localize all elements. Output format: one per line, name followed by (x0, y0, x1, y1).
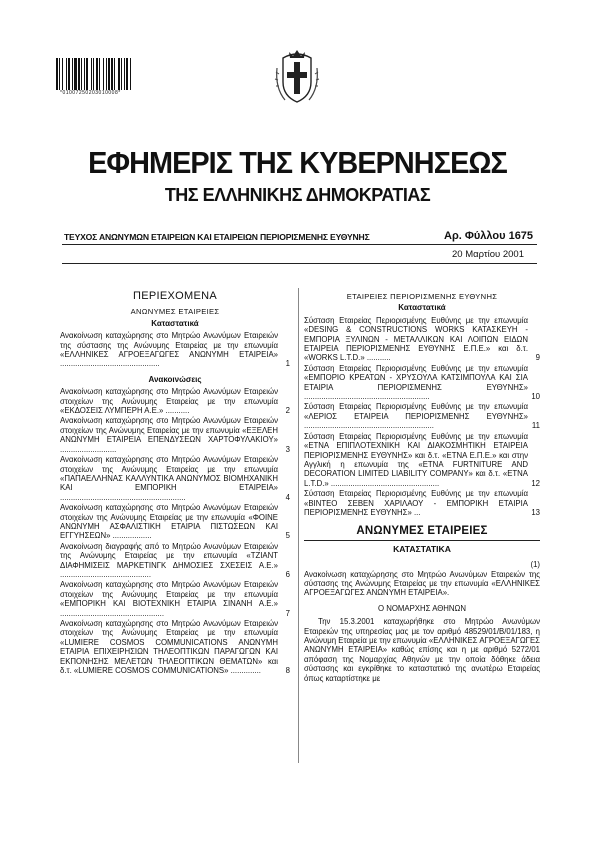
toc-entry-page: 8 (285, 666, 290, 676)
contents-column (60, 288, 290, 676)
toc-entry-text: Ανακοίνωση καταχώρησης στο Μητρώο Ανωνύμων Εταιρειών στοιχείων της Ανώνυμης Εταιρείας με την επωνυμία «ΕΜΠΟΡΙΚΗ ΚΑΙ ΒΙΟΤΕΧΝΙΚΗ ΕΤΑΙΡΙΑ ΣΙΝΑΝΗ Α.Ε.» ................................................ (60, 580, 278, 618)
toc-entry (60, 455, 290, 502)
toc-entry (60, 542, 290, 580)
sheet-number: Αρ. Φύλλου 1675 (444, 230, 534, 242)
epe-statutes-heading: Καταστατικά (398, 303, 446, 313)
toc-entry (60, 331, 290, 369)
toc-entry (304, 364, 540, 402)
toc-entry (60, 580, 290, 618)
toc-entry-text: Σύσταση Εταιρείας Περιορισμένης Ευθύνης με την επωνυμία «ΛΕΡΙΟΣ ΕΤΑΙΡΕΙΑ ΠΕΡΙΟΡΙΣΜΕΝΗΣ ΕΥΘΥΝΗΣ» ............................................................ (304, 402, 528, 431)
epe-statutes-list (304, 316, 540, 518)
toc-entry (60, 619, 290, 675)
toc-entry-page: 1 (285, 359, 290, 369)
statutes-heading: Καταστατικά (151, 318, 199, 328)
barcode-number: *01007250203010008* (60, 90, 121, 96)
toc-entry (304, 402, 540, 430)
toc-entry-page: 10 (531, 392, 540, 402)
header-rule-bottom (62, 263, 537, 264)
gazette-title: ΕΦΗΜΕΡΙΣ ΤΗΣ ΚΥΒΕΡΝΗΣΕΩΣ (88, 145, 507, 180)
toc-entry-text: Σύσταση Εταιρείας Περιορισμένης Ευθύνης με την επωνυμία «ΕΤΝΑ ΕΠΙΠΛΟΤΕΧΝΙΚΗ ΚΑΙ ΔΙΑΚΟΣΜΗΤΙΚΗ ΕΤΑΙΡΕΙΑ ΠΕΡΙΟΡΙΣΜΕΝΗΣ ΕΥΘΥΝΗΣ» και δ.τ. «ΕΤΝΑ Ε.Π.Ε.» και στην Αγγλική η επωνυμία της «ETNA FURTNITURE AND DECORATION LIMITED LIABILITY COMPANY» και δ.τ. «ΕΤΝΑ L.T.D.» .................................................. (304, 431, 528, 488)
toc-entry-page: 2 (285, 406, 290, 416)
toc-entry-page: 13 (531, 507, 540, 517)
issue-date: 20 Μαρτίου 2001 (452, 249, 524, 260)
header-rule-top (62, 244, 537, 245)
ae-heading: ΑΝΩΝΥΜΕΣ ΕΤΑΙΡΕΙΕΣ (130, 307, 220, 317)
toc-entry-text: Σύσταση Εταιρείας Περιορισμένης Ευθύνης με την επωνυμία «ΒΙΝΤΕΟ ΣΕΒΕΝ ΧΑΡΙΛΑΟΥ - ΕΜΠΟΡΙΚΗ ΕΤΑΙΡΙΑ ΠΕΡΙΟΡΙΣΜΕΝΗΣ ΕΥΘΥΝΗΣ» ... (304, 489, 528, 517)
toc-entry-text: Ανακοίνωση καταχώρησης στο Μητρώο Ανωνύμων Εταιρειών στοιχείων της Ανώνυμης Εταιρείας με την επωνυμία «ΦΟΙΝΕ ΑΝΩΝΥΜΗ ΑΣΦΑΛΙΣΤΙΚΗ ΕΤΑΙΡΙΑ ΠΙΣΤΩΣΕΩΝ ΚΑΙ ΕΓΓΥΗΣΕΩΝ» .................. (60, 503, 278, 541)
toc-entry-page: 5 (285, 531, 290, 541)
toc-entry-text: Σύσταση Εταιρείας Περιορισμένης Ευθύνης με την επωνυμία «ΕΜΠΟΡΙΟ ΚΡΕΑΤΩΝ - ΧΡΥΣΟΥΛΑ ΚΑΤΣΙΜΠΟΥΛΑ ΚΑΙ ΣΙΑ ΕΤΑΙΡΙΑ ΠΕΡΙΟΡΙΣΜΕΝΗΣ ΕΥΘΥΝΗΣ» .......................................................... (304, 363, 528, 402)
nomarch-heading: Ο ΝΟΜΑΡΧΗΣ ΑΘΗΝΩΝ (377, 603, 467, 613)
toc-entry (60, 387, 290, 415)
item-number: (1) (530, 560, 540, 570)
announcements-heading: Ανακοινώσεις (148, 374, 202, 384)
ae-section-heading: ΑΝΩΝΥΜΕΣ ΕΤΑΙΡΕΙΕΣ (304, 527, 540, 540)
toc-entry-page: 11 (531, 421, 540, 431)
epe-heading: ΕΤΑΙΡΕΙΕΣ ΠΕΡΙΟΡΙΣΜΕΝΗΣ ΕΥΘΥΝΗΣ (346, 292, 498, 301)
toc-entry-text: Ανακοίνωση διαγραφής από το Μητρώο Ανωνύμων Εταιρειών της Ανώνυμης Εταιρείας με την επωνυμία «ΤΖΙΑΝΤ ΔΙΑΦΗΜΙΣΕΙΣ ΜΑΡΚΕΤΙΝΓΚ ΔΗΜΟΣΙΕΣ ΣΧΕΣΕΙΣ Α.Ε.» .......................................... (60, 541, 278, 579)
barcode (56, 58, 160, 90)
toc-entry (304, 489, 540, 517)
toc-entry-text: Ανακοίνωση καταχώρησης στο Μητρώο Ανωνύμων Εταιρειών στοιχείων της Ανώνυμης Εταιρείας με την επωνυμία «LUMIERE COSMOS COMMUNICATIONS ΑΝΩΝΥΜΗ ΕΤΑΙΡΙΑ ΕΠΙΧΕΙΡΗΣΙΩΝ ΤΗΛΕΟΠΤΙΚΩΝ ΠΑΡΑΓΩΓΩΝ ΚΑΙ ΕΚΠΟΝΗΣΗΣ ΜΕΛΕΤΩΝ ΤΗΛΕΟΠΤΙΚΩΝ ΘΕΜΑΤΩΝ» και δ.τ. «LUMIERE COSMOS COMMUNICATIONS» .............. (60, 619, 278, 676)
toc-entry-page: 9 (535, 353, 540, 363)
toc-entry-page: 7 (285, 608, 290, 618)
toc-entry-text: Ανακοίνωση καταχώρησης στο Μητρώο Ανωνύμων Εταιρειών στοιχείων της Ανώνυμης Εταιρείας με την επωνυμία «ΕΞΕΛΕΗ ΑΝΩΝΥΜΗ ΕΤΑΙΡΕΙΑ ΕΠΕΝΔΥΣΕΩΝ ΧΑΡΤΟΦΥΛΑΚΙΟΥ» .......................... (60, 416, 278, 454)
toc-entry-text: Σύσταση Εταιρείας Περιορισμένης Ευθύνης με την επωνυμία «DESING & CONSTRUCTIONS WORKS ΚΑΤΑΣΚΕΥΗ - ΕΜΠΟΡΙΑ ΞΥΛΙΝΩΝ - ΜΕΤΑΛΛΙΚΩΝ ΚΑΙ ΛΟΙΠΩΝ ΕΙΔΩΝ ΕΤΑΙΡΕΙΑ ΠΕΡΙΟΡΙΣΜΕΝΗΣ ΕΥΘΥΝΗΣ Ε.Π.Ε.» και δ.τ. «WORKS L.T.D.» ........... (304, 315, 528, 363)
announcements-list (60, 387, 290, 675)
statutes-list (60, 331, 290, 369)
toc-entry-page: 3 (285, 444, 290, 454)
toc-entry-page: 4 (285, 492, 290, 502)
toc-entry (60, 503, 290, 541)
issue-title: ΤΕΥΧΟΣ ΑΝΩΝΥΜΩΝ ΕΤΑΙΡΕΙΩΝ ΚΑΙ ΕΤΑΙΡΕΙΩΝ ΠΕΡΙΟΡΙΣΜΕΝΗΣ ΕΥΘΥΝΗΣ (64, 232, 370, 242)
body-paragraph: Την 15.3.2001 καταχωρήθηκε στο Μητρώο Ανωνύμων Εταιρειών της υπηρεσίας μας με τον αριθμό 48529/01/Β/01/183, η Ανώνυμη Εταιρεία με την επωνυμία «ΕΛΛΗΝΙΚΕΣ ΑΓΡΟΕΞΑΓΩΓΕΣ ΑΝΩΝΥΜΗ ΕΤΑΙΡΕΙΑ» καθώς επίσης και η με αριθμό 5272/01 απόφαση της Νομαρχίας Αθηνών με την οποία δόθηκε άδεια σύστασης και εγκρίθηκε το καταστατικό της ανωτέρω Εταιρείας όπως καταρτίστηκε με (304, 617, 540, 683)
contents-heading: ΠΕΡΙΕΧΟΜΕΝΑ (133, 290, 217, 302)
toc-entry (304, 432, 540, 488)
right-column (304, 288, 540, 683)
toc-entry (304, 316, 540, 363)
coat-of-arms-emblem (273, 48, 321, 108)
toc-entry-page: 12 (531, 478, 540, 488)
toc-entry-text: Ανακοίνωση καταχώρησης στο Μητρώο Ανωνύμων Εταιρειών στοιχείων της Ανώνυμης Εταιρείας με την επωνυμία «ΕΚΔΟΣΕΙΣ ΛΥΜΠΕΡΗ Α.Ε.» ........... (60, 387, 278, 416)
gazette-subtitle: ΤΗΣ ΕΛΛΗΝΙΚΗΣ ΔΗΜΟΚΡΑΤΙΑΣ (164, 185, 431, 205)
column-divider (298, 288, 299, 763)
toc-entry (60, 416, 290, 454)
toc-entry-page: 6 (285, 569, 290, 579)
toc-entry-text: Ανακοίνωση καταχώρησης στο Μητρώο Ανωνύμων Εταιρειών της σύστασης της Ανώνυμης Εταιρείας με την επωνυμία «ΕΛΛΗΝΙΚΕΣ ΑΓΡΟΕΞΑΓΩΓΕΣ ΑΝΩΝΥΜΗ ΕΤΑΙΡΕΙΑ» .............................................. (60, 331, 278, 369)
katastatika-heading: ΚΑΤΑΣΤΑΤΙΚΑ (393, 543, 451, 554)
toc-entry-text: Ανακοίνωση καταχώρησης στο Μητρώο Ανωνύμων Εταιρειών στοιχείων της Ανώνυμης Εταιρείας με την επωνυμία «ΠΑΠΑΕΛΛΗΝΑΣ ΚΑΛΛΥΝΤΙΚΑ ΑΝΩΝΥΜΟΣ ΒΙΟΜΗΧΑΝΙΚΗ ΚΑΙ ΕΜΠΟΡΙΚΗ ΕΤΑΙΡΕΙΑ» .......................................................... (60, 455, 278, 502)
notice-text: Ανακοίνωση καταχώρησης στο Μητρώο Ανωνύμων Εταιρειών της σύστασης της Ανώνυμης Εταιρείας με την επωνυμία «ΕΛΛΗΝΙΚΕΣ ΑΓΡΟΕΞΑΓΩΓΕΣ ΑΝΩΝΥΜΗ ΕΤΑΙΡΕΙΑ». (304, 569, 540, 598)
